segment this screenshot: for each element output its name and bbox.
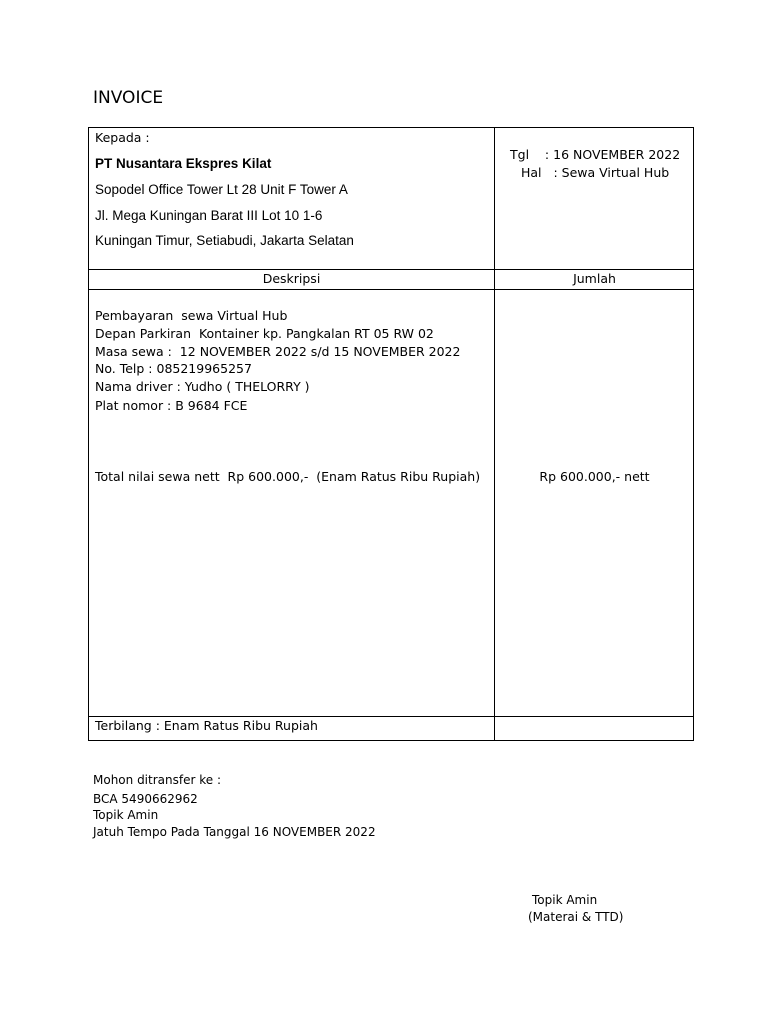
column-header-amount: Jumlah <box>573 271 616 286</box>
invoice-date: Tgl : 16 NOVEMBER 2022 <box>510 147 681 162</box>
invoice-title: INVOICE <box>93 88 164 108</box>
description-line: Depan Parkiran Kontainer kp. Pangkalan RT 05 RW 02 <box>95 326 434 341</box>
recipient-company: PT Nusantara Ekspres Kilat <box>95 156 272 171</box>
description-line: Nama driver : Yudho ( THELORRY ) <box>95 379 310 394</box>
invoice-subject: Hal : Sewa Virtual Hub <box>521 165 670 180</box>
column-divider <box>494 128 495 740</box>
terbilang: Terbilang : Enam Ratus Ribu Rupiah <box>95 718 318 733</box>
payment-account-name: Topik Amin <box>93 808 159 822</box>
description-line: Masa sewa : 12 NOVEMBER 2022 s/d 15 NOVEMBER 2022 <box>95 344 461 359</box>
amount-value: Rp 600.000,- nett <box>539 469 650 484</box>
column-header-description: Deskripsi <box>262 271 321 286</box>
recipient-address-line1: Sopodel Office Tower Lt 28 Unit F Tower A <box>95 182 348 197</box>
description-line: No. Telp : 085219965257 <box>95 361 252 376</box>
payment-heading: Mohon ditransfer ke : <box>93 773 221 787</box>
description-line: Plat nomor : B 9684 FCE <box>95 398 248 413</box>
total-line: Total nilai sewa nett Rp 600.000,- (Enam Ratus Ribu Rupiah) <box>95 469 481 484</box>
column-header-divider <box>89 289 693 290</box>
recipient-address-line2: Jl. Mega Kuningan Barat III Lot 10 1-6 <box>95 208 323 223</box>
signature-note: (Materai & TTD) <box>528 910 624 924</box>
signature-name: Topik Amin <box>532 893 598 907</box>
payment-due: Jatuh Tempo Pada Tanggal 16 NOVEMBER 2022 <box>93 825 376 839</box>
description-line: Pembayaran sewa Virtual Hub <box>95 308 288 323</box>
invoice-table <box>88 127 694 741</box>
payment-bank: BCA 5490662962 <box>93 792 198 806</box>
recipient-address-line3: Kuningan Timur, Setiabudi, Jakarta Selatan <box>95 233 354 248</box>
recipient-label: Kepada : <box>95 130 150 145</box>
